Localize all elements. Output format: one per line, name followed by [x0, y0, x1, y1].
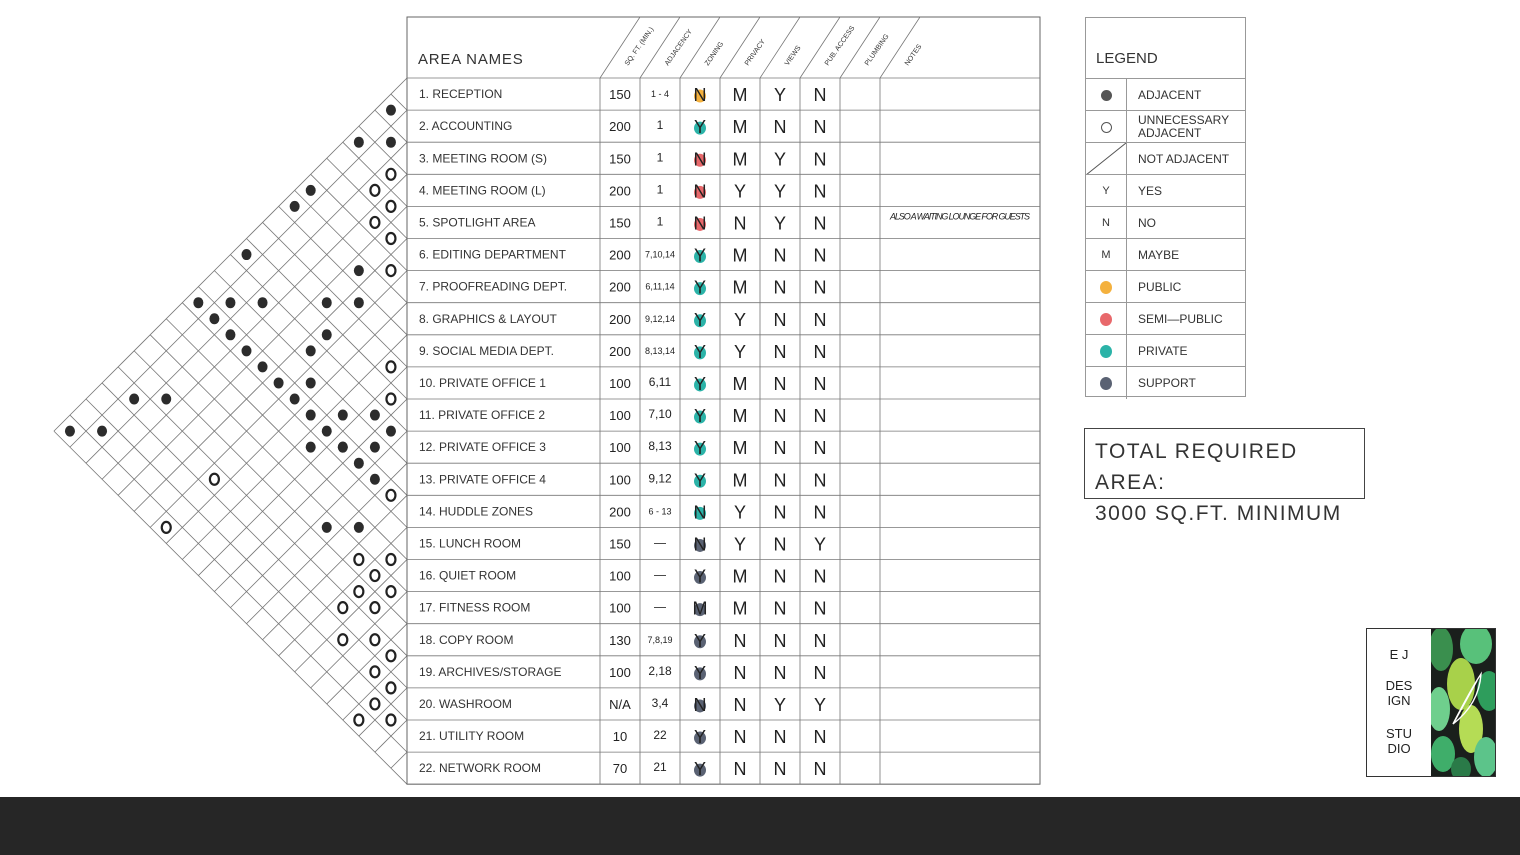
legend-label: YES [1138, 183, 1163, 198]
unnecessary-adjacent-dot [386, 201, 395, 212]
views-value: M [732, 85, 748, 106]
legend-item [1086, 206, 1245, 239]
area-name: 18. COPY ROOM [419, 632, 514, 647]
adjacency-value: 9,12,14 [644, 313, 676, 324]
total-area-line-1: TOTAL REQUIRED AREA: [1095, 440, 1298, 494]
pub-access-value: N [773, 341, 787, 362]
privacy-value: Y [693, 277, 707, 298]
adjacent-dot [306, 410, 316, 421]
adjacency-value: 1 [656, 182, 664, 197]
pub-access-value: N [773, 727, 787, 748]
column-header: PUB. ACCESS [823, 24, 857, 68]
adjacency-value: 1 [656, 214, 664, 229]
table-row [419, 567, 827, 587]
unnecessary-adjacent-dot [386, 650, 395, 661]
adjacency-value: 1 [656, 150, 664, 165]
adjacent-dot [354, 297, 364, 308]
views-value: M [732, 566, 748, 587]
pub-access-value: N [773, 406, 787, 427]
notes-value: ALSO A WAITING LOUNGE FOR GUESTS [890, 211, 1030, 222]
legend-symbol: M [1086, 239, 1127, 271]
unnecessary-adjacent-dot [162, 522, 171, 533]
table-row [419, 438, 827, 458]
plumbing-value: Y [813, 534, 827, 555]
legend-item [1086, 270, 1245, 303]
column-header: SQ. FT. (MIN.) [623, 26, 656, 68]
plumbing-value: N [813, 566, 827, 587]
legend-label: PRIVATE [1138, 343, 1188, 358]
sqft-value: 10 [612, 729, 628, 745]
unnecessary-adjacent-dot [338, 602, 347, 613]
plumbing-value: N [813, 759, 827, 780]
private-zone-icon [1086, 335, 1127, 367]
adjacent-dot [370, 442, 380, 453]
table-row [419, 599, 827, 619]
views-value: Y [733, 502, 747, 523]
privacy-value: Y [693, 727, 707, 748]
table-row [419, 342, 827, 362]
table-row [419, 149, 827, 169]
table-row [419, 534, 826, 554]
privacy-value: Y [693, 438, 707, 459]
table-row [419, 85, 827, 105]
plumbing-value: N [813, 181, 827, 202]
area-name: 22. NETWORK ROOM [419, 761, 542, 776]
privacy-value: Y [693, 406, 707, 427]
plumbing-value: N [813, 502, 827, 523]
sqft-value: 200 [609, 311, 631, 327]
privacy-value: N [693, 149, 707, 170]
privacy-value: N [693, 181, 707, 202]
adjacent-dot [306, 442, 316, 453]
adjacent-dot [370, 410, 380, 421]
area-name: 21. UTILITY ROOM [419, 729, 525, 744]
legend-item [1086, 302, 1245, 335]
plumbing-value: N [813, 309, 827, 330]
unnecessary-adjacent-dot [386, 265, 395, 276]
total-required-area [1084, 428, 1365, 525]
adjacent-dot [306, 345, 316, 356]
unnecessary-adjacent-dot [370, 217, 379, 228]
legend-label: ADJACENT [1138, 87, 1202, 102]
filled-dot-icon [1086, 79, 1127, 111]
open-dot-icon [1086, 111, 1127, 143]
adjacent-dot [354, 458, 364, 469]
unnecessary-adjacent-dot [354, 554, 363, 565]
privacy-value: N [693, 213, 707, 234]
legend-label: SUPPORT [1138, 375, 1196, 390]
adjacent-dot [225, 329, 235, 340]
privacy-value: Y [693, 341, 707, 362]
sqft-value: 200 [609, 183, 631, 199]
unnecessary-adjacent-dot [370, 634, 379, 645]
sqft-value: 100 [609, 568, 631, 584]
sqft-value: 100 [609, 408, 631, 424]
views-value: Y [733, 181, 747, 202]
unnecessary-adjacent-dot [386, 394, 395, 405]
views-value: Y [733, 341, 747, 362]
legend-item [1086, 238, 1245, 271]
table-row [419, 759, 827, 779]
views-value: M [732, 438, 748, 459]
area-name: 11. PRIVATE OFFICE 2 [419, 408, 546, 423]
adjacent-dot [225, 297, 235, 308]
area-name: 14. HUDDLE ZONES [419, 504, 534, 519]
sqft-value: 200 [609, 247, 631, 263]
legend-symbol: N [1086, 207, 1127, 239]
sqft-value: 70 [612, 761, 628, 777]
adjacent-dot [322, 329, 332, 340]
adjacency-value: 1 - 4 [650, 89, 670, 100]
views-value: M [732, 149, 748, 170]
area-name: 5. SPOTLIGHT AREA [419, 215, 536, 230]
table-row [419, 181, 827, 201]
sqft-value: N/A [609, 696, 631, 712]
pub-access-value: N [773, 759, 787, 780]
public-zone-icon [1086, 271, 1127, 303]
privacy-value: N [693, 694, 707, 715]
pub-access-value: N [773, 438, 787, 459]
plumbing-value: N [813, 117, 827, 138]
privacy-value: Y [693, 566, 707, 587]
plumbing-value: N [813, 470, 827, 491]
adjacency-value: 6,11,14 [645, 281, 675, 292]
table-row [419, 663, 827, 683]
adjacent-dot [209, 313, 219, 324]
unnecessary-adjacent-dot [386, 233, 395, 244]
area-name: 3. MEETING ROOM (S) [419, 151, 548, 166]
column-header: NOTES [903, 43, 924, 68]
adjacency-value: 7,10,14 [644, 249, 676, 260]
unnecessary-adjacent-dot [386, 169, 395, 180]
sqft-value: 200 [609, 504, 631, 520]
pub-access-value: N [773, 630, 787, 651]
area-name: 17. FITNESS ROOM [419, 600, 531, 615]
adjacent-dot [322, 522, 332, 533]
unnecessary-adjacent-dot [386, 361, 395, 372]
legend-label: SEMI—PUBLIC [1138, 311, 1223, 326]
adjacent-dot [370, 474, 380, 485]
privacy-value: Y [693, 470, 707, 491]
adjacent-dot [386, 137, 396, 148]
pub-access-value: Y [773, 85, 787, 106]
sqft-value: 100 [609, 375, 631, 391]
area-name: 6. EDITING DEPARTMENT [419, 247, 566, 262]
unnecessary-adjacent-dot [370, 698, 379, 709]
unnecessary-adjacent-dot [338, 634, 347, 645]
pub-access-value: N [773, 309, 787, 330]
views-value: M [732, 277, 748, 298]
pub-access-value: N [773, 117, 787, 138]
pub-access-value: N [773, 598, 787, 619]
legend-item [1086, 366, 1245, 399]
plumbing-value: N [813, 662, 827, 683]
privacy-value: Y [693, 759, 707, 780]
column-header: ADJACENCY [663, 28, 694, 68]
table-row [419, 695, 826, 715]
leaf-pattern-icon [1431, 629, 1495, 776]
area-name: 4. MEETING ROOM (L) [419, 183, 546, 198]
plumbing-value: N [813, 245, 827, 266]
privacy-value: Y [693, 309, 707, 330]
adjacent-dot [290, 394, 300, 405]
area-name: 1. RECEPTION [419, 87, 503, 102]
plumbing-value: Y [813, 694, 827, 715]
views-value: N [733, 630, 747, 651]
adjacency-value: — [654, 599, 666, 614]
adjacent-dot [65, 426, 75, 437]
pub-access-value: Y [773, 694, 787, 715]
logo-text-2a: DES [1385, 678, 1413, 693]
plumbing-value: N [813, 406, 827, 427]
privacy-value: Y [693, 245, 707, 266]
unnecessary-adjacent-dot [386, 586, 395, 597]
adjacent-dot [193, 297, 203, 308]
views-value: M [732, 406, 748, 427]
adjacent-dot [338, 410, 348, 421]
privacy-value: N [693, 85, 707, 106]
legend-title: LEGEND [1096, 50, 1158, 67]
adjacent-dot [258, 361, 268, 372]
adjacency-value: 7,8,19 [647, 634, 673, 645]
plumbing-value: N [813, 149, 827, 170]
area-name: 19. ARCHIVES/STORAGE [419, 664, 562, 679]
legend-label: PUBLIC [1138, 279, 1182, 294]
adjacent-dot [306, 377, 316, 388]
adjacent-dot [274, 377, 284, 388]
legend-label: NO [1138, 215, 1156, 230]
plumbing-value: N [813, 438, 827, 459]
sqft-value: 150 [609, 87, 631, 103]
table-row [419, 117, 827, 137]
pub-access-value: N [773, 245, 787, 266]
adjacency-value: 6,11 [648, 374, 672, 389]
privacy-value: N [693, 502, 707, 523]
column-header: PLUMBING [863, 33, 891, 68]
area-name: 16. QUIET ROOM [419, 568, 517, 583]
views-value: M [732, 117, 748, 138]
slash-icon [1086, 143, 1127, 175]
unnecessary-adjacent-dot [386, 682, 395, 693]
logo-text-2b: IGN [1387, 693, 1411, 708]
sqft-value: 200 [609, 279, 631, 295]
sqft-value: 150 [609, 215, 631, 231]
legend-item [1086, 174, 1245, 207]
table-row [419, 211, 1030, 233]
adjacency-value: 21 [653, 760, 667, 775]
adjacency-value: 9,12 [648, 471, 672, 486]
unnecessary-adjacent-dot [354, 715, 363, 726]
column-header: ZONING [703, 40, 726, 68]
adjacent-dot [354, 522, 364, 533]
privacy-value: M [692, 598, 708, 619]
views-value: Y [733, 534, 747, 555]
adjacency-value: 8,13 [648, 439, 672, 454]
sqft-value: 130 [609, 632, 631, 648]
area-name: 15. LUNCH ROOM [419, 536, 522, 551]
adjacent-dot [242, 249, 252, 260]
table-row [419, 278, 827, 298]
views-value: M [732, 598, 748, 619]
studio-logo [1366, 628, 1496, 777]
adjacent-dot [242, 345, 252, 356]
area-names-header: AREA NAMES [418, 51, 524, 68]
table-row [419, 502, 827, 522]
pub-access-value: N [773, 470, 787, 491]
sqft-value: 150 [609, 536, 631, 552]
logo-text-3a: STU [1386, 726, 1412, 741]
adjacency-value: 7,10 [648, 407, 672, 422]
privacy-value: Y [693, 662, 707, 683]
legend-label: MAYBE [1138, 247, 1180, 262]
sqft-value: 100 [609, 600, 631, 616]
legend-label: UNNECESSARY ADJACENT [1138, 113, 1229, 140]
adjacency-value: 8,13,14 [644, 345, 676, 356]
plumbing-value: N [813, 598, 827, 619]
adjacent-dot [290, 201, 300, 212]
plumbing-value: N [813, 630, 827, 651]
views-value: M [732, 470, 748, 491]
unnecessary-adjacent-dot [370, 185, 379, 196]
semi-public-zone-icon [1086, 303, 1127, 335]
adjacency-value: 1 [656, 118, 664, 133]
unnecessary-adjacent-dot [354, 586, 363, 597]
adjacent-dot [386, 426, 396, 437]
table-row [419, 374, 827, 394]
legend-item [1086, 78, 1245, 111]
sqft-value: 100 [609, 664, 631, 680]
area-name: 2. ACCOUNTING [419, 119, 513, 134]
table-row [419, 310, 827, 330]
table-row [419, 246, 827, 266]
adjacent-dot [338, 442, 348, 453]
pub-access-value: Y [773, 181, 787, 202]
unnecessary-adjacent-dot [210, 474, 219, 485]
legend-item [1086, 110, 1245, 143]
adjacent-dot [97, 426, 107, 437]
program-table [407, 17, 1040, 784]
pub-access-value: Y [773, 213, 787, 234]
area-name: 12. PRIVATE OFFICE 3 [419, 440, 546, 455]
adjacency-value: 2,18 [648, 663, 672, 678]
adjacent-dot [129, 394, 139, 405]
legend-symbol: Y [1086, 175, 1127, 207]
area-name: 20. WASHROOM [419, 696, 512, 711]
table-row [419, 470, 827, 490]
adjacency-value: 22 [653, 728, 667, 743]
views-value: N [733, 662, 747, 683]
pub-access-value: N [773, 534, 787, 555]
views-value: M [732, 245, 748, 266]
plumbing-value: N [813, 85, 827, 106]
unnecessary-adjacent-dot [386, 715, 395, 726]
views-value: N [733, 213, 747, 234]
pub-access-value: N [773, 662, 787, 683]
column-header: VIEWS [783, 44, 803, 68]
table-row [419, 406, 827, 426]
area-name: 7. PROOFREADING DEPT. [419, 279, 568, 294]
unnecessary-adjacent-dot [386, 490, 395, 501]
pub-access-value: N [773, 373, 787, 394]
views-value: N [733, 727, 747, 748]
sqft-value: 150 [609, 151, 631, 167]
logo-text-1: E J [1389, 647, 1409, 662]
sqft-value: 100 [609, 472, 631, 488]
adjacency-value: 6 - 13 [648, 506, 672, 517]
plumbing-value: N [813, 373, 827, 394]
area-name: 13. PRIVATE OFFICE 4 [419, 472, 546, 487]
pub-access-value: Y [773, 149, 787, 170]
pub-access-value: N [773, 566, 787, 587]
area-name: 10. PRIVATE OFFICE 1 [419, 375, 546, 390]
privacy-value: Y [693, 117, 707, 138]
area-name: 9. SOCIAL MEDIA DEPT. [419, 343, 554, 358]
plumbing-value: N [813, 213, 827, 234]
adjacent-dot [322, 426, 332, 437]
legend-label: NOT ADJACENT [1138, 151, 1230, 166]
adjacent-dot [258, 297, 268, 308]
plumbing-value: N [813, 341, 827, 362]
adjacent-dot [322, 297, 332, 308]
privacy-value: Y [693, 630, 707, 651]
plumbing-value: N [813, 727, 827, 748]
logo-text-3b: DIO [1387, 741, 1411, 756]
legend-item [1086, 142, 1245, 175]
sqft-value: 200 [609, 119, 631, 135]
adjacent-dot [161, 394, 171, 405]
unnecessary-adjacent-dot [370, 602, 379, 613]
adjacent-dot [386, 105, 396, 116]
legend-item [1086, 334, 1245, 367]
privacy-value: Y [693, 373, 707, 394]
adjacency-value: — [654, 535, 666, 550]
views-value: Y [733, 309, 747, 330]
pub-access-value: N [773, 277, 787, 298]
support-zone-icon [1086, 367, 1127, 399]
adjacent-dot [354, 265, 364, 276]
unnecessary-adjacent-dot [386, 554, 395, 565]
plumbing-value: N [813, 277, 827, 298]
adjacency-value: 3,4 [651, 695, 669, 710]
table-row [419, 727, 827, 747]
total-area-line-2: 3000 SQ.FT. MINIMUM [1095, 502, 1342, 525]
footer-bar [0, 797, 1520, 855]
views-value: N [733, 759, 747, 780]
adjacent-dot [306, 185, 316, 196]
adjacent-dot [354, 137, 364, 148]
area-name: 8. GRAPHICS & LAYOUT [419, 311, 557, 326]
adjacency-value: — [654, 567, 666, 582]
unnecessary-adjacent-dot [370, 666, 379, 677]
sqft-value: 100 [609, 440, 631, 456]
legend [1085, 17, 1246, 397]
sqft-value: 200 [609, 343, 631, 359]
column-header: PRIVACY [743, 38, 767, 68]
table-row [419, 631, 827, 651]
views-value: N [733, 694, 747, 715]
pub-access-value: N [773, 502, 787, 523]
unnecessary-adjacent-dot [370, 570, 379, 581]
privacy-value: N [693, 534, 707, 555]
views-value: M [732, 373, 748, 394]
